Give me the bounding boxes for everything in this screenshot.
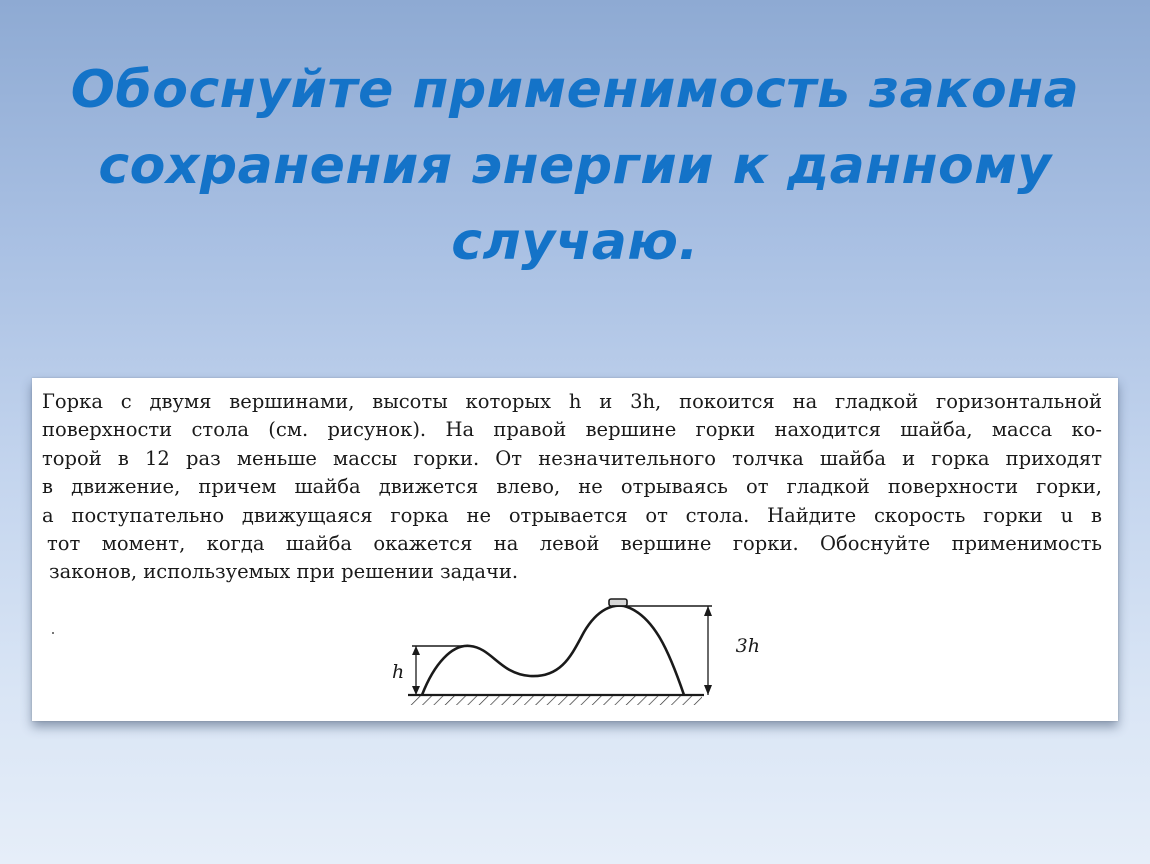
arrowhead-3h-bottom bbox=[704, 685, 712, 695]
arrowhead-h-top bbox=[412, 646, 420, 655]
puck bbox=[609, 599, 627, 606]
table-hatching bbox=[410, 695, 702, 705]
problem-line-2: поверхности стола (см. рисунок). На правой вершине горки находится шайба, масса ко- bbox=[42, 418, 1102, 442]
problem-text bbox=[42, 388, 1102, 587]
hill-profile bbox=[422, 606, 684, 695]
problem-line-4: в движение, причем шайба движется влево, не отрываясь от гладкой поверхности горки, bbox=[42, 475, 1102, 499]
hill-figure bbox=[352, 594, 760, 714]
slide-title: Обоснуйте применимость закона сохранения энергии к данному случаю. bbox=[70, 60, 1080, 272]
problem-line-7: законов, используемых при решении задачи. bbox=[49, 560, 519, 584]
arrowhead-h-bottom bbox=[412, 686, 420, 695]
scan-speck bbox=[52, 632, 54, 634]
problem-line-6: тот момент, когда шайба окажется на левой вершине горки. Обоснуйте применимость bbox=[47, 532, 1102, 556]
label-3h: 3h bbox=[735, 635, 760, 657]
problem-line-3: торой в 12 раз меньше массы горки. От незначительного толчка шайба и горка приходят bbox=[42, 446, 1102, 470]
problem-line-5: а поступательно движущаяся горка не отрывается от стола. Найдите скорость горки u в bbox=[42, 503, 1102, 527]
problem-line-1: Горка с двумя вершинами, высоты которых h и 3h, покоится на гладкой горизонтальной bbox=[42, 390, 1102, 413]
problem-card bbox=[32, 378, 1118, 721]
label-h: h bbox=[392, 661, 405, 683]
arrowhead-3h-top bbox=[704, 606, 712, 616]
